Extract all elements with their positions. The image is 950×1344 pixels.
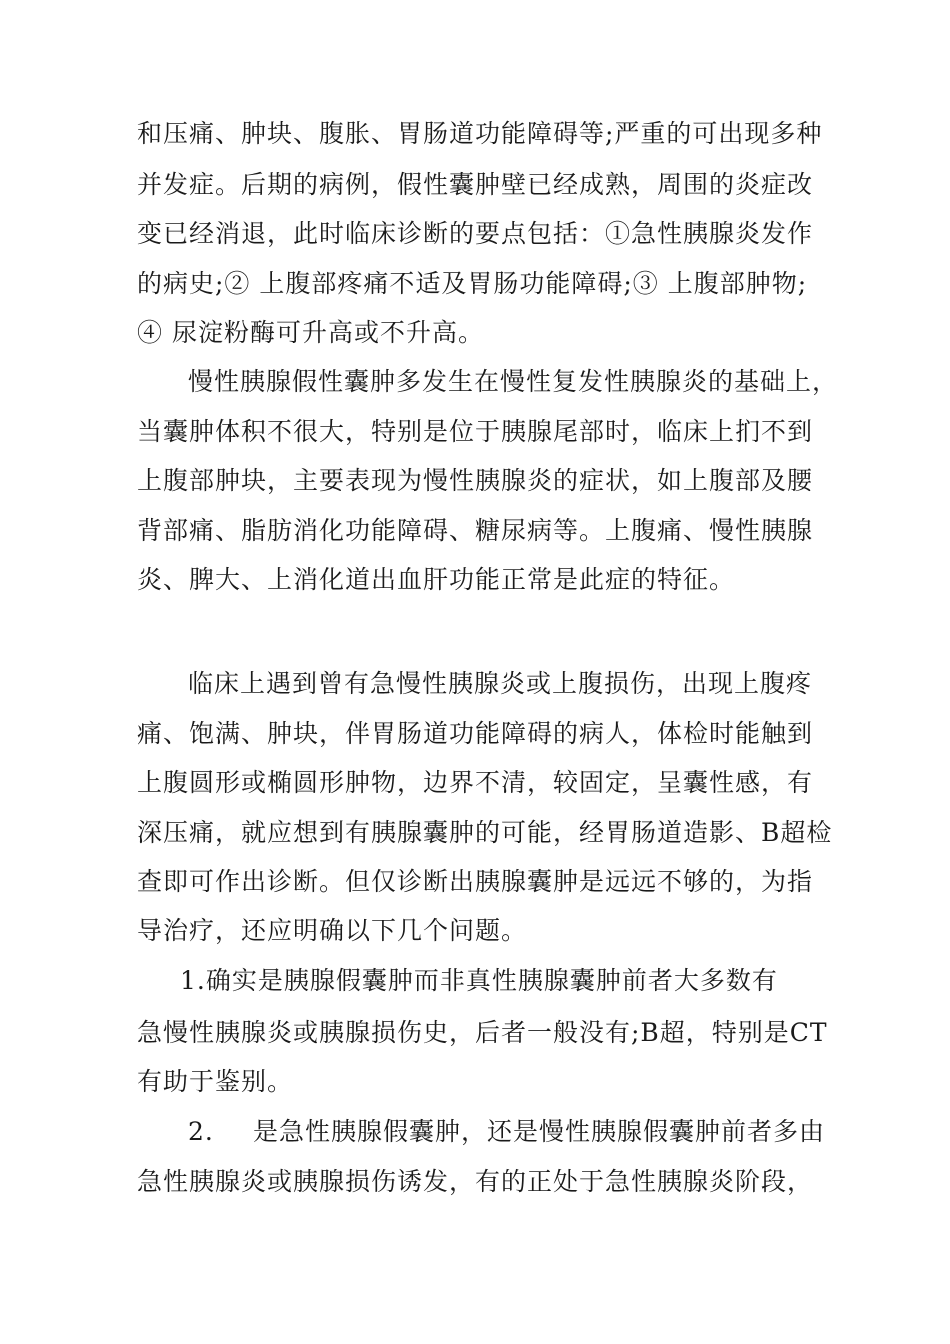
list-item-2-text: 是急性胰腺假囊肿，还是慢性胰腺假囊肿前者多由 xyxy=(253,1117,826,1146)
text-line: 炎、脾大、上消化道出血肝功能正常是此症的特征。 xyxy=(137,565,736,594)
text-line: 深压痛，就应想到有胰腺囊肿的可能，经胃肠道造影、B超检 xyxy=(137,818,833,847)
text-line: 痛、饱满、肿块，伴胃肠道功能障碍的病人，体检时能触到 xyxy=(137,719,814,748)
text-line: 急慢性胰腺炎或胰腺损伤史，后者一般没有;B超，特别是CT xyxy=(137,1018,828,1047)
text-line: 的病史;② 上腹部疼痛不适及胃肠功能障碍;③ 上腹部肿物; xyxy=(137,269,808,298)
text-line: 导治疗，还应明确以下几个问题。 xyxy=(137,916,528,945)
paragraph-first-line: 慢性胰腺假性囊肿多发生在慢性复发性胰腺炎的基础上， xyxy=(188,367,839,396)
text-line: 有助于鉴别。 xyxy=(137,1067,294,1096)
text-line: 并发症。后期的病例，假性囊肿壁已经成熟，周围的炎症改 xyxy=(137,170,814,199)
text-line: ④ 尿淀粉酶可升高或不升高。 xyxy=(137,318,484,347)
list-item-2-number: 2. xyxy=(188,1117,214,1146)
list-item-1: 1.确实是胰腺假囊肿而非真性胰腺囊肿前者大多数有 xyxy=(180,966,778,995)
text-line: 急性胰腺炎或胰腺损伤诱发，有的正处于急性胰腺炎阶段， xyxy=(137,1167,814,1196)
text-line: 当囊肿体积不很大，特别是位于胰腺尾部时，临床上扪不到 xyxy=(137,417,814,446)
text-line: 背部痛、脂肪消化功能障碍、糖尿病等。上腹痛、慢性胰腺 xyxy=(137,516,814,545)
text-line: 上腹圆形或椭圆形肿物，边界不清，较固定，呈囊性感，有 xyxy=(137,768,814,797)
text-line: 和压痛、肿块、腹胀、胃肠道功能障碍等;严重的可出现多种 xyxy=(137,119,823,148)
text-line: 变已经消退，此时临床诊断的要点包括：①急性胰腺炎发作 xyxy=(137,219,814,248)
paragraph-first-line: 临床上遇到曾有急慢性胰腺炎或上腹损伤，出现上腹疼 xyxy=(188,669,813,698)
text-line: 上腹部肿块，主要表现为慢性胰腺炎的症状，如上腹部及腰 xyxy=(137,466,814,495)
text-line: 查即可作出诊断。但仅诊断出胰腺囊肿是远远不够的，为指 xyxy=(137,867,814,896)
